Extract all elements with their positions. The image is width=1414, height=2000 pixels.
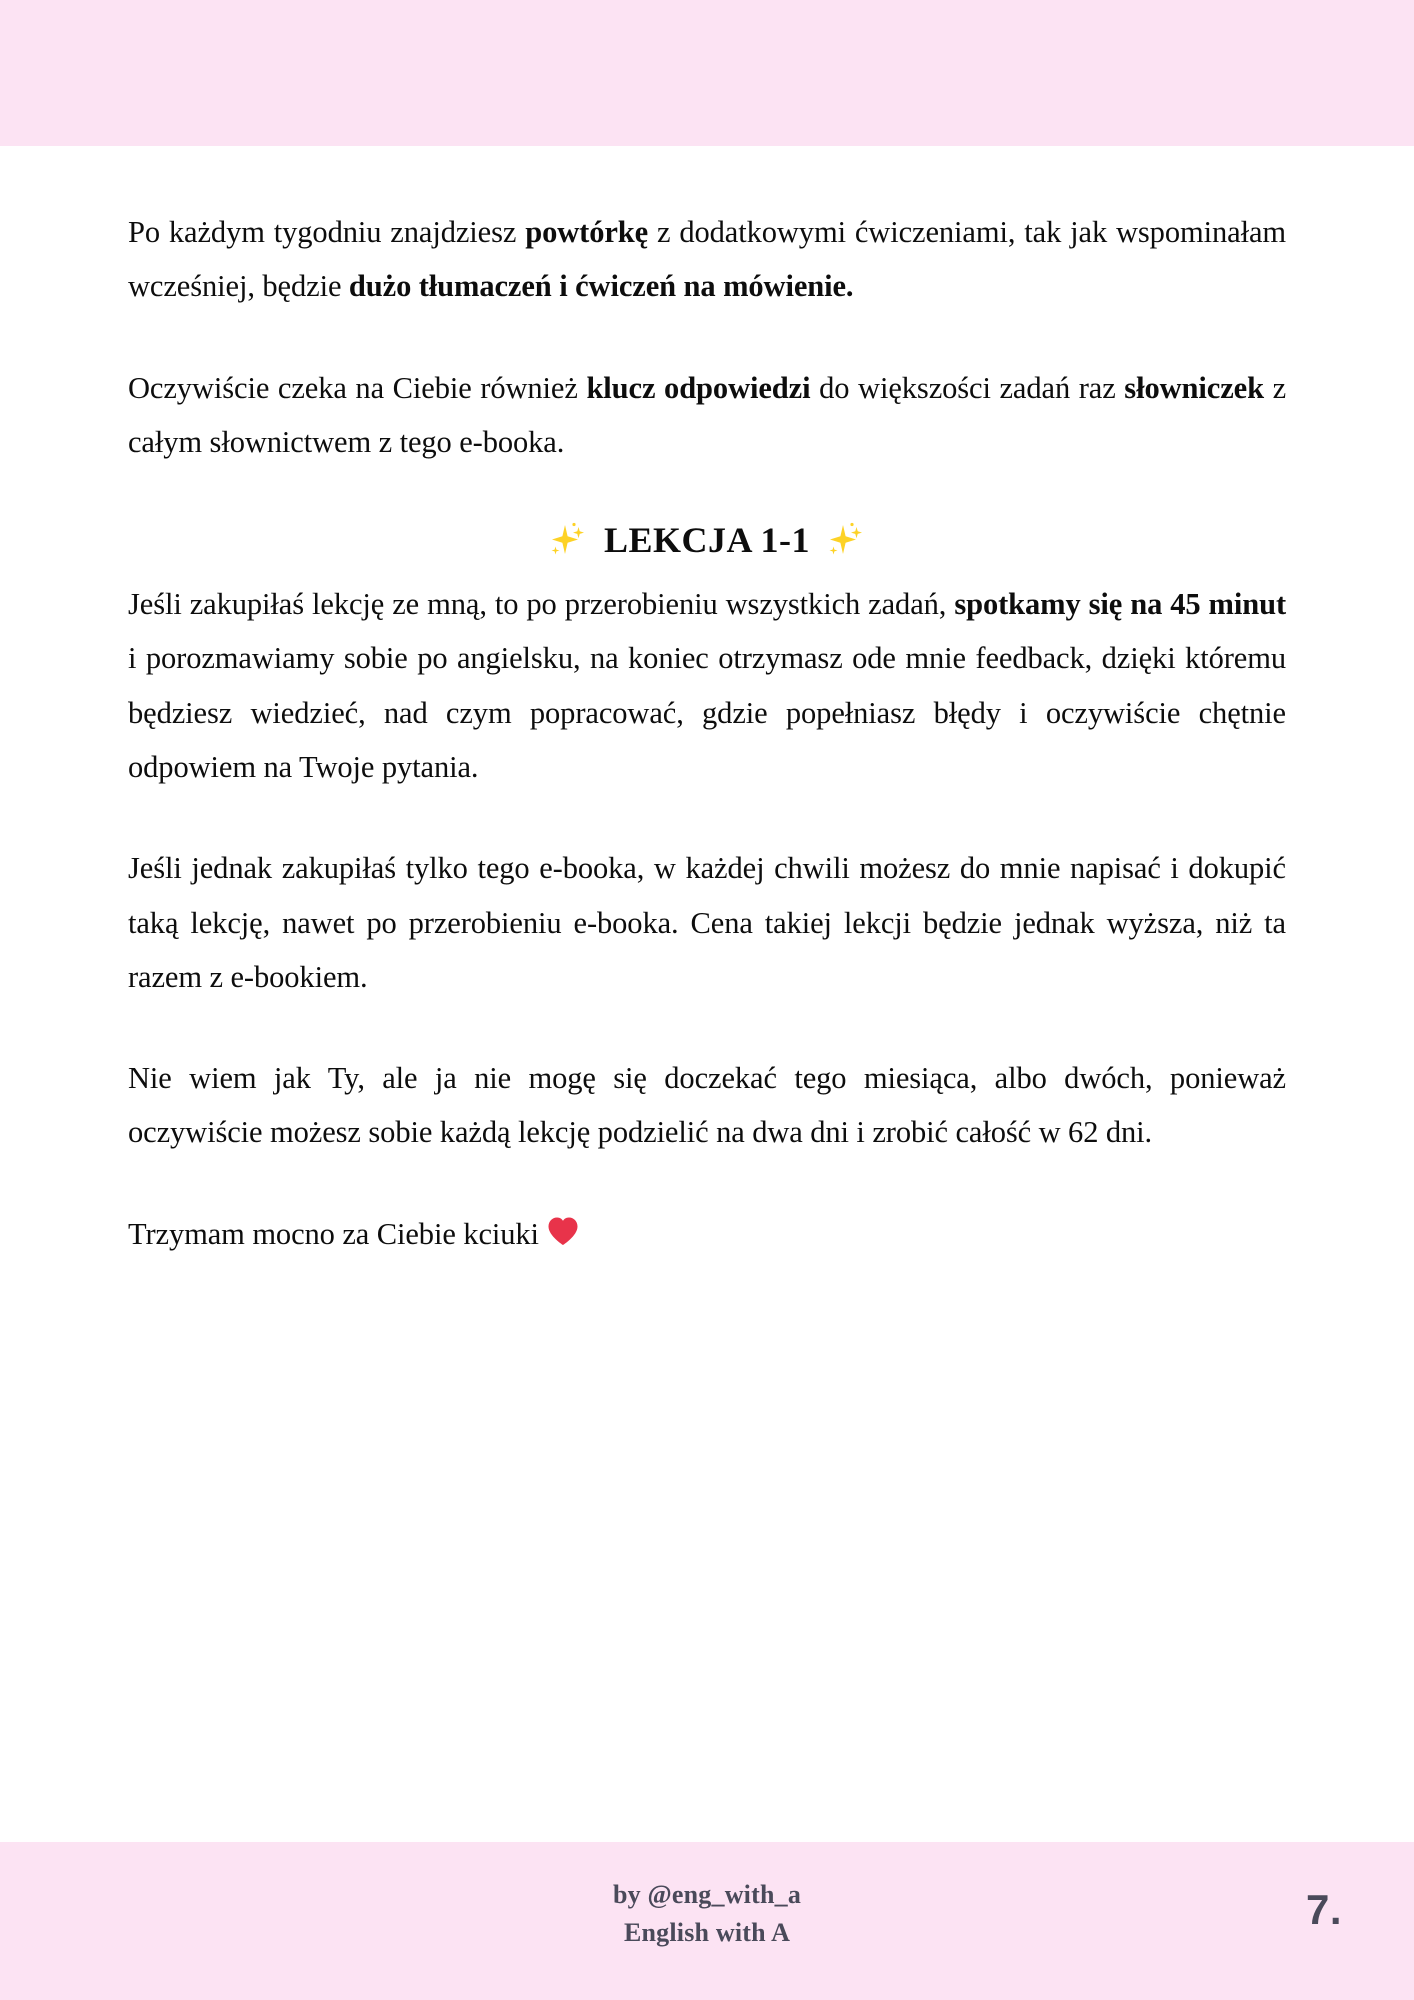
bottom-pink-band — [0, 1842, 1414, 2000]
paragraph-lesson-details — [128, 577, 1286, 794]
paragraph-answer-key-glossary — [128, 361, 1286, 470]
text-run: Po każdym tygodniu znajdziesz — [128, 215, 526, 249]
text-run: słowniczek — [1124, 370, 1264, 405]
text-run: i porozmawiamy sobie po angielsku, na koniec otrzymasz ode mnie feedback, dzięki któremu będziesz wiedzieć, nad czym popracować, gdzie popełniasz błędy i oczywiście chętnie odpowiem na Twoje pytania. — [128, 641, 1286, 784]
text-run: z całym słownictwem z tego e-booka. — [128, 370, 1287, 459]
text-run: klucz odpowiedzi — [586, 370, 811, 405]
text-run: spotkamy się na 45 minut — [954, 587, 1287, 622]
text-run: z dodatkowymi ćwiczeniami, tak jak wspominałam wcześniej, będzie — [128, 215, 1287, 304]
footer-brand-name: English with A — [623, 1918, 791, 1948]
text-run: Jeśli jednak zakupiłaś tylko tego e-booka, w każdej chwili możesz do mnie napisać i dokupić taką lekcję, nawet po przerobieniu e-booka. Cena takiej lekcji będzie jednak wyższa, niż ta razem z e-bookiem. — [128, 851, 1286, 994]
text-run: Trzymam mocno za Ciebie kciuki — [128, 1216, 539, 1251]
page-number: 7. — [1305, 1886, 1342, 1933]
red-heart-icon — [547, 1216, 581, 1248]
paragraph-buy-lesson-later — [128, 841, 1286, 1004]
sparkles-icon-left — [548, 521, 588, 561]
paragraph-intro-weekly-review — [128, 205, 1286, 314]
sparkles-icon-right — [826, 521, 866, 561]
footer-handle: by @eng_with_a — [612, 1880, 802, 1909]
text-run: Jeśli zakupiłaś lekcję ze mną, to po przerobieniu wszystkich zadań, — [128, 587, 955, 622]
text-run: do większości zadań raz — [810, 370, 1125, 405]
paragraph-good-luck — [128, 1207, 1286, 1261]
text-run: powtórkę — [525, 215, 649, 249]
footer-credit — [0, 1876, 1414, 1953]
paragraph-sixty-two-days — [128, 1051, 1286, 1160]
lekcja-heading — [128, 519, 1286, 561]
text-run: dużo tłumaczeń i ćwiczeń na mówienie. — [348, 269, 854, 304]
page-content — [0, 146, 1414, 1842]
lekcja-heading-title: LEKCJA 1-1 — [603, 520, 811, 561]
text-run: Oczywiście czeka na Ciebie również — [128, 370, 587, 405]
text-run: Nie wiem jak Ty, ale ja nie mogę się doczekać tego miesiąca, albo dwóch, ponieważ oczywiście możesz sobie każdą lekcję podzielić na dwa dni i zrobić całość w 62 dni. — [128, 1061, 1286, 1150]
top-pink-band — [0, 0, 1414, 146]
